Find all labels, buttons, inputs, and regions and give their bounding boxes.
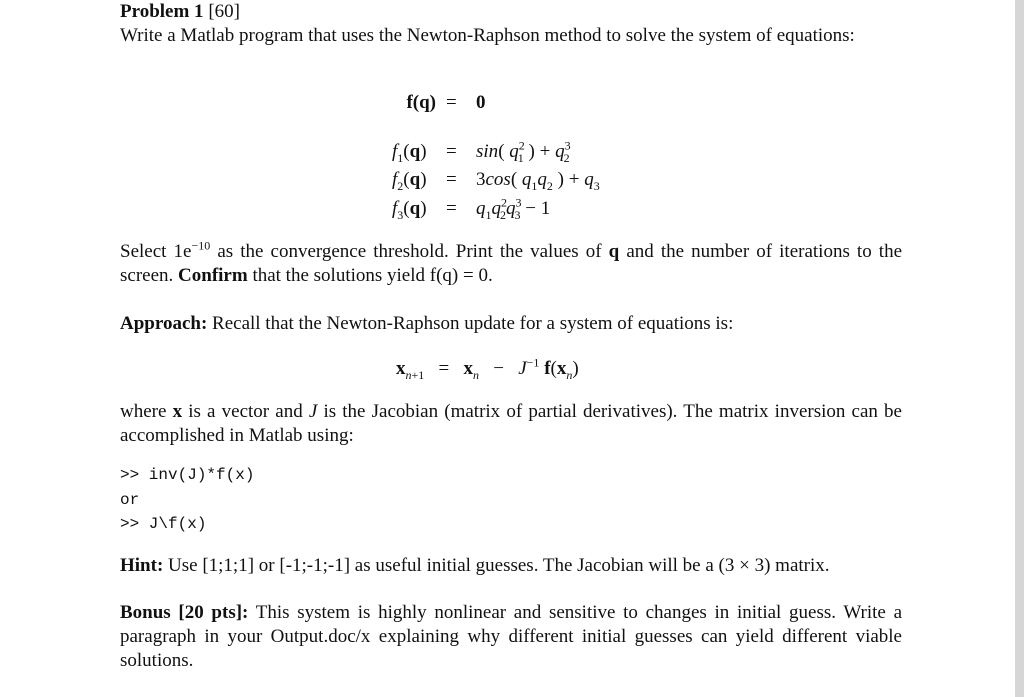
- equation-fq-rhs: 0: [476, 92, 486, 113]
- problem-header: [120, 0, 902, 24]
- where-a: where: [120, 401, 173, 422]
- select-end: that the solutions yield f(q) = 0.: [247, 265, 493, 286]
- code-or: or: [120, 491, 140, 509]
- select-paragraph: [120, 240, 902, 288]
- problem-points: [60]: [208, 1, 240, 22]
- page-edge-scrollbar[interactable]: [1015, 0, 1024, 697]
- code-line-1: >> inv(J)*f(x): [120, 466, 255, 484]
- hint-paragraph: [120, 554, 902, 578]
- equation-f3-rhs: $q_1q^2_2q^3_3 - 1$: [476, 195, 551, 222]
- where-x: x: [172, 401, 183, 422]
- equation-fq-lhs-text: f(q): [406, 92, 436, 113]
- hint-text: Use [1;1;1] or [-1;-1;-1] as useful initial guesses. The Jacobian will be a (3 × 3) matrix.: [163, 555, 830, 576]
- bonus-text: This system is highly nonlinear and sensitive to changes in initial guess. Write a paragraph in your Output.doc/x explaining why different initial guesses can yield different viable solutions.: [120, 602, 902, 671]
- equation-fq-eq: =: [446, 92, 457, 113]
- equation-f3-lhs: $f_3(q)$: [392, 198, 427, 222]
- update-equation: $x_{n+1} = x_n - J^{-1}$ $f(x_n)$: [396, 355, 579, 382]
- where-b: is a vector and: [182, 401, 309, 422]
- code-line-2: >> J\f(x): [120, 515, 207, 533]
- where-j: J: [308, 401, 318, 422]
- select-prefix: Select 1e: [120, 241, 192, 262]
- equation-f1-rhs: sin( $q^2_1$ ) + $q^3_2$: [476, 138, 571, 165]
- problem-title: Problem 1: [120, 1, 204, 22]
- problem-intro: Write a Matlab program that uses the Newton-Raphson method to solve the system of equations:: [120, 25, 855, 46]
- approach-paragraph: [120, 312, 902, 336]
- equation-f2-rhs: 3cos( $q_1q_2$ ) + $q_3$: [476, 169, 600, 193]
- bonus-label: Bonus [20 pts]:: [120, 602, 249, 623]
- approach-label: Approach:: [120, 313, 208, 334]
- equation-f1-lhs: $f_1(q)$: [392, 141, 427, 165]
- equation-f1-eq: =: [446, 141, 457, 162]
- approach-text: Recall that the Newton-Raphson update for a system of equations is:: [207, 313, 734, 334]
- equation-f3-eq: =: [446, 198, 457, 219]
- select-tail: and the number of iterations to the screen.: [120, 241, 903, 286]
- bonus-paragraph: [120, 601, 902, 673]
- select-middle: as the convergence threshold. Print the values of: [210, 241, 609, 262]
- select-exponent: −10: [191, 238, 211, 253]
- where-c: is the Jacobian (matrix of partial derivatives). The matrix inversion can be accomplished in Matlab using:: [120, 401, 902, 446]
- equation-f2-lhs: $f_2(q)$: [392, 169, 427, 193]
- where-paragraph: [120, 400, 902, 448]
- select-confirm: Confirm: [178, 265, 248, 286]
- hint-label: Hint:: [120, 555, 164, 576]
- equation-f2-eq: =: [446, 169, 457, 190]
- equation-fq-lhs: [280, 90, 436, 116]
- select-q: q: [608, 241, 620, 262]
